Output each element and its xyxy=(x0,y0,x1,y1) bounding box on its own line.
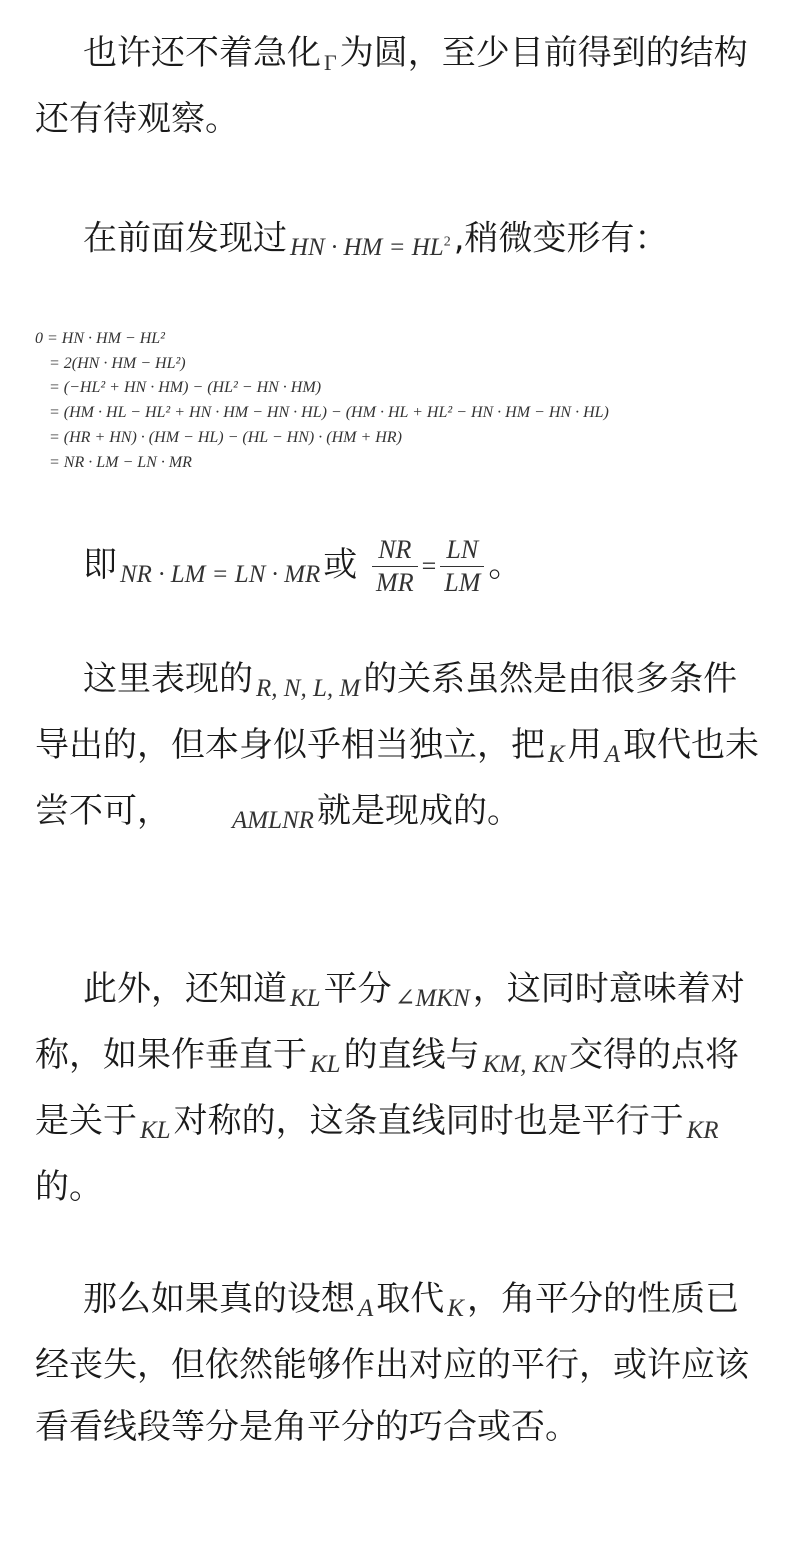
fraction-denominator: LM xyxy=(444,568,481,597)
p2-text-a: 在前面发现过 xyxy=(83,218,287,259)
p5-text-b: 平分 xyxy=(323,969,392,1009)
p4-text-b: 的关系虽然是由很多条件导出的，但本身似乎相当独立，把 xyxy=(35,659,738,765)
fraction-numerator: LN xyxy=(440,534,484,567)
paragraph-3 xyxy=(35,520,770,614)
p1-text-a: 也许还不着急化 xyxy=(83,33,321,73)
p3-text-c: 。 xyxy=(488,545,523,585)
fraction-nr-mr xyxy=(372,534,418,599)
derivation-line: = (HR + HN) · (HM − HL) − (HL − HN) · (HM + HR) xyxy=(49,428,402,446)
math-kr: KR xyxy=(686,1117,719,1144)
p5-text-a: 此外，还知道 xyxy=(83,969,287,1009)
derivation-line: = NR · LM − LN · MR xyxy=(49,453,192,471)
paragraph-5 xyxy=(35,958,770,1218)
math-rnlm: R, N, L, M xyxy=(256,675,361,702)
math-a: A xyxy=(358,1295,374,1322)
p4-text-a: 这里表现的 xyxy=(83,659,253,699)
p5-text-d: 的直线与 xyxy=(343,1035,480,1075)
math-gamma: Γ xyxy=(324,50,337,75)
p5-text-f: 对称的，这条直线同时也是平行于 xyxy=(173,1101,684,1141)
p4-text-e: 就是现成的。 xyxy=(316,791,521,831)
paragraph-1 xyxy=(35,22,770,150)
derivation-line: = 2(HN · HM − HL²) xyxy=(49,354,186,372)
math-k: K xyxy=(447,1295,464,1322)
equals-sign: = xyxy=(421,551,437,581)
math-product-equation: NR · LM = LN · MR xyxy=(120,561,321,588)
math-superscript: 2 xyxy=(443,235,451,250)
fraction-ln-lm xyxy=(440,534,484,599)
derivation-block xyxy=(35,327,775,475)
p6-text-c: ，角平分的性质已经丧失，但依然能够作出对应的平行，或许应该看看线段等分是角平分的巧合或否。 xyxy=(35,1279,749,1447)
derivation-line: = (−HL² + HN · HM) − (HL² − HN · HM) xyxy=(49,379,322,397)
math-hn-hm-hl: HN · HM = HL xyxy=(290,234,444,262)
math-angle-mkn: ∠MKN xyxy=(394,985,470,1012)
p4-text-d: 取代也未尝不可， xyxy=(35,725,759,831)
math-hn-hm-hl2 xyxy=(287,234,454,261)
math-km-kn: KM, KN xyxy=(482,1051,566,1078)
paragraph-6 xyxy=(35,1268,770,1458)
math-kl: KL xyxy=(310,1051,341,1078)
fraction-numerator: NR xyxy=(372,534,418,567)
p4-text-c: 用 xyxy=(567,725,602,765)
math-kl: KL xyxy=(140,1117,171,1144)
math-a: A xyxy=(604,741,620,768)
p5-text-e: 交得的点将是关于 xyxy=(35,1035,739,1141)
paragraph-2 xyxy=(35,206,770,273)
p3-text-b: 或 xyxy=(323,545,358,585)
p3-text-a: 即 xyxy=(83,545,117,585)
p5-text-g: 的。 xyxy=(35,1167,103,1207)
derivation-line: 0 = HN · HM − HL² xyxy=(35,330,165,347)
p1-text-b: 为圆，至少目前得到的结构还有待观察。 xyxy=(35,33,748,139)
math-amlnr: AMLNR xyxy=(232,807,314,834)
p5-text-c: ，这同时意味着对称，如果作垂直于 xyxy=(35,969,745,1075)
fraction-denominator: MR xyxy=(376,568,414,597)
p2-text-b: ,稍微变形有： xyxy=(453,218,669,259)
math-k: K xyxy=(548,741,565,768)
p6-text-b: 取代 xyxy=(376,1279,445,1319)
paragraph-4 xyxy=(35,648,770,846)
p6-text-a: 那么如果真的设想 xyxy=(83,1279,355,1319)
math-kl: KL xyxy=(290,985,321,1012)
derivation-line: = (HM · HL − HL² + HN · HM − HN · HL) − (HM · HL + HL² − HN · HM − HN · HL) xyxy=(49,404,609,422)
